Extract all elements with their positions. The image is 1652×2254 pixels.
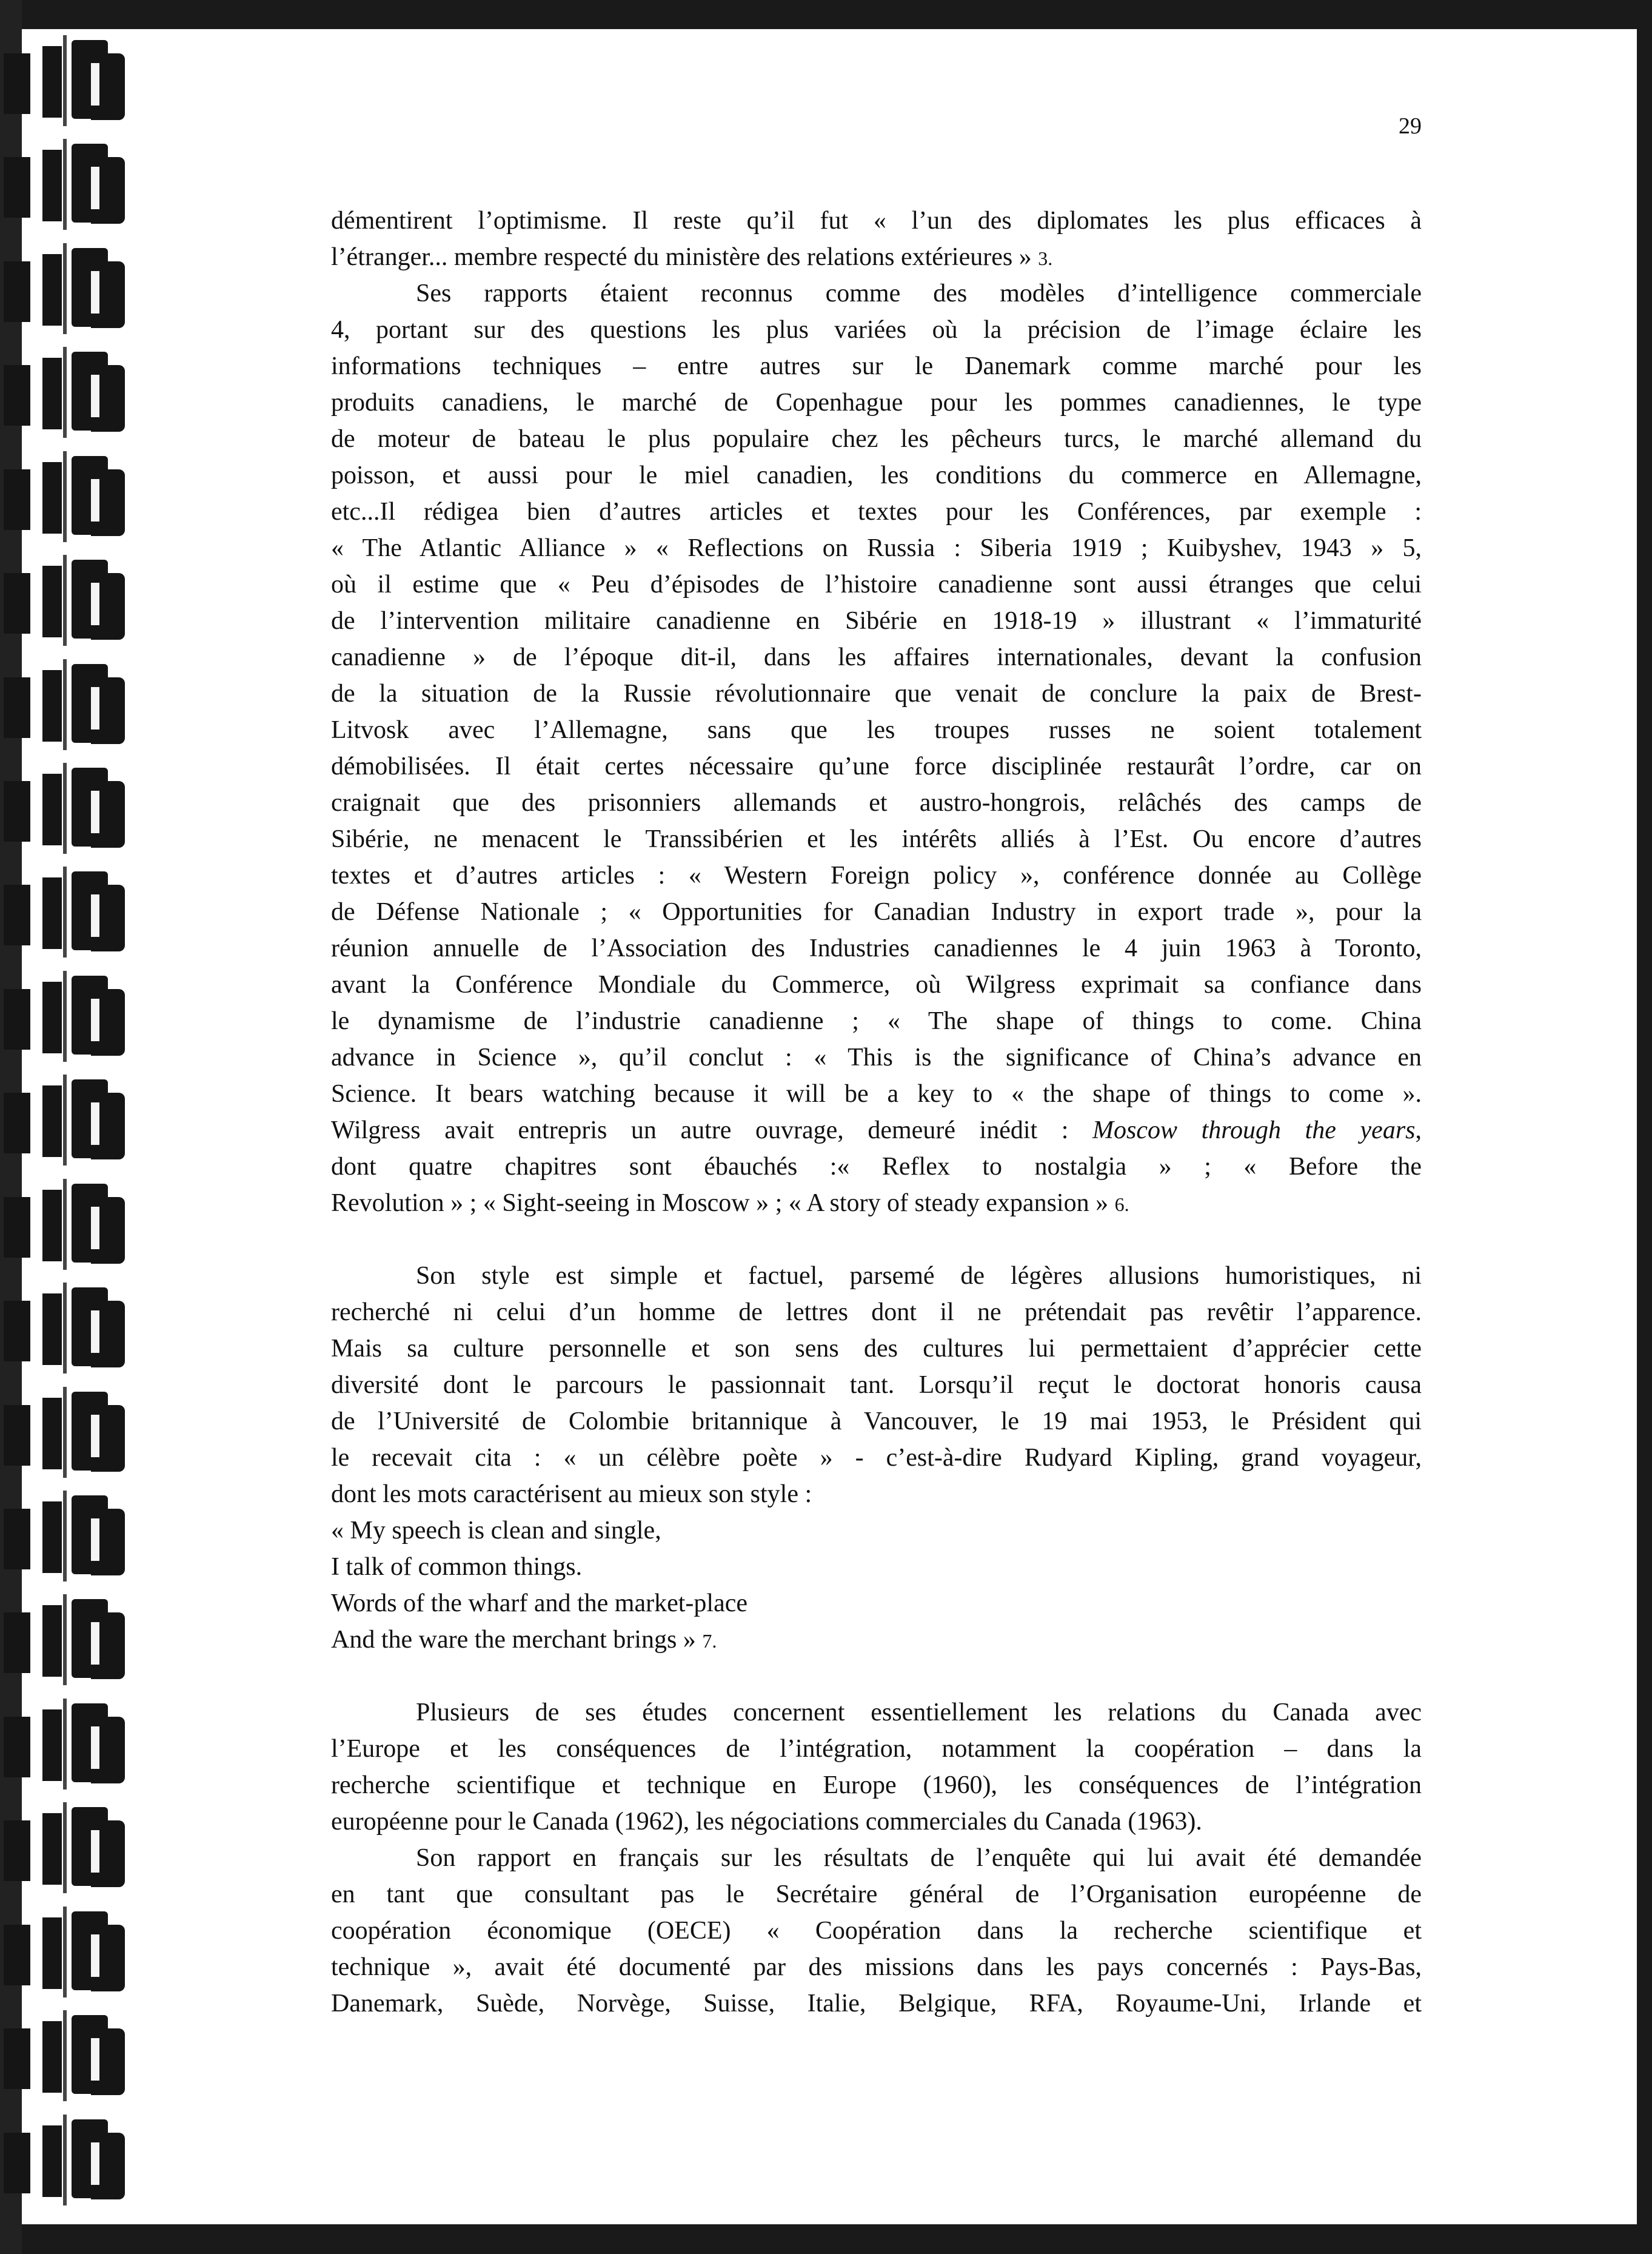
line-text: Litvosk avec l’Allemagne, sans que les troupes russes ne soient totalement — [331, 716, 1422, 744]
line-text: coopération économique (OECE) « Coopération dans la recherche scientifique et — [331, 1917, 1422, 1945]
text-line — [331, 894, 1422, 930]
line-text: Words of the wharf and the market-place — [331, 1589, 747, 1617]
spiral-binding — [0, 29, 152, 2224]
line-text: de l’intervention militaire canadienne en Sibérie en 1918-19 » illustrant « l’immaturité — [331, 607, 1422, 635]
binding-ring — [0, 35, 139, 126]
line-text: de la situation de la Russie révolutionnaire que venait de conclure la paix de Brest- — [331, 680, 1422, 708]
book-title: Moscow through the years — [1092, 1116, 1416, 1144]
line-text: Ses rapports étaient reconnus comme des modèles d’intelligence commerciale — [416, 280, 1422, 307]
binding-ring — [0, 555, 139, 646]
text-line — [331, 1803, 1422, 1840]
text-line — [331, 1003, 1422, 1039]
binding-ring — [0, 867, 139, 958]
text-line — [331, 312, 1422, 348]
text-line — [331, 239, 1422, 275]
text-line — [331, 1694, 1422, 1731]
line-text: « The Atlantic Alliance » « Reflections on Russia : Siberia 1919 ; Kuibyshev, 1943 » 5, — [331, 534, 1422, 562]
text-line — [331, 1185, 1422, 1221]
line-text: Son style est simple et factuel, parsemé de légères allusions humoristiques, ni — [416, 1262, 1422, 1290]
binding-ring — [0, 451, 139, 542]
text-line — [331, 203, 1422, 239]
paragraph — [331, 1840, 1422, 2022]
line-text: l’Europe et les conséquences de l’intégration, notamment la coopération – dans la — [331, 1735, 1422, 1763]
line-text: avant la Conférence Mondiale du Commerce, où Wilgress exprimait sa confiance dans — [331, 971, 1422, 999]
binding-ring — [0, 763, 139, 854]
line-text: 4, portant sur des questions les plus variées où la précision de l’image éclaire les — [331, 316, 1422, 344]
line-text: en tant que consultant pas le Secrétaire général de l’Organisation européenne de — [331, 1880, 1422, 1908]
line-text: Plusieurs de ses études concernent essentiellement les relations du Canada avec — [416, 1699, 1422, 1726]
text-line — [331, 1876, 1422, 1913]
line-text: Sibérie, ne menacent le Transsibérien et les intérêts alliés à l’Est. Ou encore d’autres — [331, 825, 1422, 853]
line-text: Danemark, Suède, Norvège, Suisse, Italie, Belgique, RFA, Royaume-Uni, Irlande et — [331, 1990, 1422, 2018]
paragraph — [331, 1258, 1422, 1658]
line-text: l’étranger... membre respecté du ministère des relations extérieures » — [331, 243, 1038, 271]
line-text: diversité dont le parcours le passionnait tant. Lorsqu’il reçut le doctorat honoris causa — [331, 1371, 1422, 1399]
text-line — [331, 967, 1422, 1003]
line-text: dont quatre chapitres sont ébauchés :« Reflex to nostalgia » ; « Before the — [331, 1153, 1422, 1181]
text-line — [331, 748, 1422, 785]
text-line — [331, 639, 1422, 676]
text-line — [331, 1913, 1422, 1949]
binding-ring — [0, 1594, 139, 1685]
binding-ring — [0, 1387, 139, 1478]
text-line — [331, 712, 1422, 748]
text-line — [331, 457, 1422, 494]
paragraph-gap — [331, 1658, 1422, 1694]
line-text: advance in Science », qu’il conclut : « This is the significance of China’s advance en — [331, 1044, 1422, 1072]
paragraph-gap — [331, 1221, 1422, 1258]
text-line — [331, 1731, 1422, 1767]
text-line — [331, 1076, 1422, 1112]
text-line — [331, 1294, 1422, 1330]
binding-ring — [0, 1283, 139, 1374]
binding-ring — [0, 347, 139, 438]
line-text: réunion annuelle de l’Association des Industries canadiennes le 4 juin 1963 à Toronto, — [331, 934, 1422, 962]
text-line — [331, 1039, 1422, 1076]
line-text: recherche scientifique et technique en Europe (1960), les conséquences de l’intégration — [331, 1771, 1422, 1799]
line-text: technique », avait été documenté par des missions dans les pays concernés : Pays-Bas, — [331, 1953, 1422, 1981]
text-line — [331, 421, 1422, 457]
line-text: craignait que des prisonniers allemands et austro-hongrois, relâchés des camps de — [331, 789, 1422, 817]
line-text: produits canadiens, le marché de Copenhague pour les pommes canadiennes, le type — [331, 389, 1422, 417]
line-text: Mais sa culture personnelle et son sens des cultures lui permettaient d’apprécier cette — [331, 1335, 1422, 1363]
line-text: le dynamisme de l’industrie canadienne ; « The shape of things to come. China — [331, 1007, 1422, 1035]
binding-ring — [0, 971, 139, 1062]
footnote-ref: 3. — [1038, 247, 1053, 269]
scan-border-right — [1637, 0, 1652, 2254]
text-line — [331, 1367, 1422, 1403]
binding-ring — [0, 1075, 139, 1166]
binding-ring — [0, 1907, 139, 1997]
line-text: de Défense Nationale ; « Opportunities for Canadian Industry in export trade », pour la — [331, 898, 1422, 926]
binding-ring — [0, 2010, 139, 2101]
line-text: de l’Université de Colombie britannique à Vancouver, le 19 mai 1953, le Président qui — [331, 1407, 1422, 1435]
line-text: informations techniques – entre autres sur le Danemark comme marché pour les — [331, 352, 1422, 380]
line-text: dont les mots caractérisent au mieux son style : — [331, 1480, 812, 1508]
page-number: 29 — [1399, 113, 1422, 139]
line-text: I talk of common things. — [331, 1553, 583, 1581]
line-text: canadienne » de l’époque dit-il, dans les affaires internationales, devant la confusion — [331, 643, 1422, 671]
scan-border-top — [0, 0, 1652, 29]
line-text: démentirent l’optimisme. Il reste qu’il fut « l’un des diplomates les plus efficaces à — [331, 207, 1422, 235]
line-text: Science. It bears watching because it will be a key to « the shape of things to come ». — [331, 1080, 1422, 1108]
text-line — [331, 348, 1422, 384]
text-line — [331, 1476, 1422, 1512]
text-line — [331, 603, 1422, 639]
line-text: etc...Il rédigea bien d’autres articles et textes pour les Conférences, par exemple : — [331, 498, 1422, 526]
line-text: de moteur de bateau le plus populaire chez les pêcheurs turcs, le marché allemand du — [331, 425, 1422, 453]
text-line — [331, 857, 1422, 894]
paragraph — [331, 203, 1422, 275]
text-line — [331, 1840, 1422, 1876]
line-text: où il estime que « Peu d’épisodes de l’histoire canadienne sont aussi étranges que celui — [331, 571, 1422, 599]
text-line — [331, 566, 1422, 603]
line-text: poisson, et aussi pour le miel canadien, les conditions du commerce en Allemagne, — [331, 461, 1422, 489]
line-text: Revolution » ; « Sight-seeing in Moscow » ; « A story of steady expansion » — [331, 1189, 1115, 1217]
paragraph — [331, 275, 1422, 1221]
binding-ring — [0, 139, 139, 230]
line-text: Wilgress avait entrepris un autre ouvrage, demeuré inédit : — [331, 1116, 1093, 1144]
line-text: démobilisées. Il était certes nécessaire qu’une force disciplinée restaurât l’ordre, car on — [331, 753, 1422, 780]
binding-ring — [0, 1179, 139, 1270]
line-text: « My speech is clean and single, — [331, 1517, 661, 1545]
text-line — [331, 1512, 1422, 1549]
line-text: textes et d’autres articles : « Western Foreign policy », conférence donnée au Collège — [331, 862, 1422, 890]
text-line — [331, 1622, 1422, 1658]
line-text: le recevait cita : « un célèbre poète » - c’est-à-dire Rudyard Kipling, grand voyageur, — [331, 1444, 1422, 1472]
text-line — [331, 1549, 1422, 1585]
text-line — [331, 930, 1422, 967]
scan-border-bottom — [0, 2224, 1652, 2254]
text-line — [331, 1258, 1422, 1294]
text-line — [331, 530, 1422, 566]
binding-ring — [0, 1491, 139, 1581]
line-text: Son rapport en français sur les résultats de l’enquête qui lui avait été demandée — [416, 1844, 1422, 1872]
paragraph — [331, 1694, 1422, 1840]
binding-ring — [0, 659, 139, 750]
footnote-ref: 7. — [702, 1630, 717, 1652]
text-line — [331, 1403, 1422, 1440]
binding-ring — [0, 2115, 139, 2205]
line-text: recherché ni celui d’un homme de lettres dont il ne prétendait pas revêtir l’apparence. — [331, 1298, 1422, 1326]
text-line — [331, 384, 1422, 421]
text-line — [331, 1112, 1422, 1149]
text-line — [331, 676, 1422, 712]
line-text: And the ware the merchant brings » — [331, 1626, 703, 1654]
text-line — [331, 275, 1422, 312]
text-line — [331, 821, 1422, 857]
line-text-after: , — [1415, 1116, 1422, 1144]
binding-ring — [0, 1802, 139, 1893]
binding-ring — [0, 1699, 139, 1789]
text-line — [331, 1585, 1422, 1622]
text-line — [331, 1767, 1422, 1803]
text-line — [331, 1149, 1422, 1185]
footnote-ref: 6. — [1114, 1193, 1129, 1215]
text-line — [331, 785, 1422, 821]
document-body — [331, 203, 1422, 2022]
text-line — [331, 494, 1422, 530]
binding-ring — [0, 243, 139, 334]
text-line — [331, 1330, 1422, 1367]
line-text: européenne pour le Canada (1962), les négociations commerciales du Canada (1963). — [331, 1808, 1202, 1836]
text-line — [331, 1440, 1422, 1476]
text-line — [331, 1949, 1422, 1985]
text-line — [331, 1985, 1422, 2022]
